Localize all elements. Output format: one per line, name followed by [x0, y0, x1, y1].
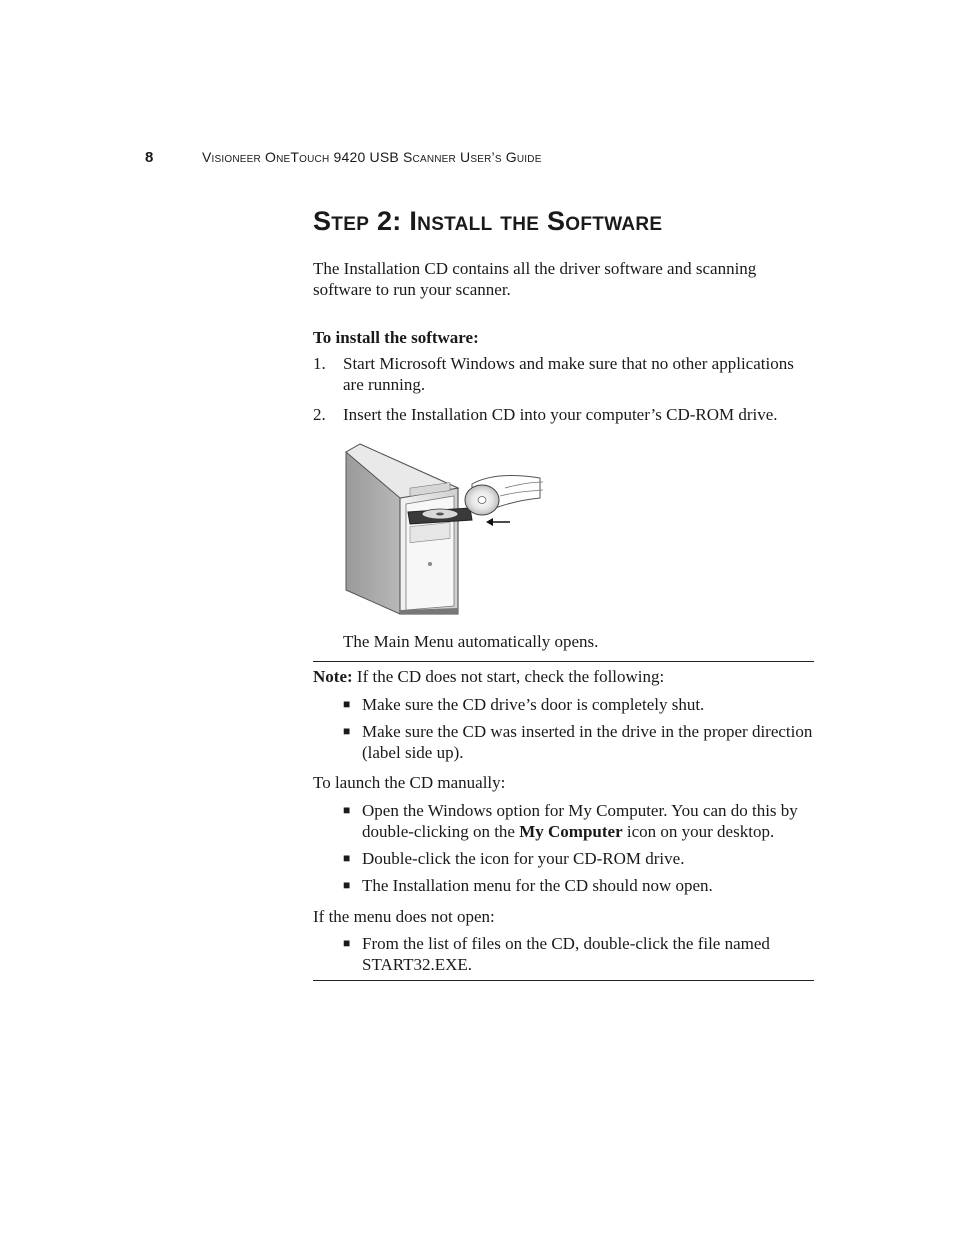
note-text: If the CD does not start, check the following:: [356, 667, 665, 686]
bullet-text-pre: Open the Windows option for My Computer. You can do this by double-clicking on the: [362, 801, 798, 841]
procedure-title: To install the software:: [313, 328, 479, 347]
bullet-text: [362, 800, 814, 842]
step-text: Start Microsoft Windows and make sure that no other applications are running.: [343, 354, 794, 394]
bullet-text: The Installation menu for the CD should now open.: [362, 876, 713, 895]
bullet-text: Make sure the CD was inserted in the drive in the proper direction (label side up).: [362, 722, 813, 762]
procedure-step: [313, 404, 814, 425]
procedure-step: [313, 353, 814, 395]
bullet-icon: ■: [343, 724, 351, 738]
note-intro: [313, 666, 664, 687]
fallback-label: If the menu does not open:: [313, 907, 495, 926]
bullet-icon: ■: [343, 936, 351, 950]
note-label: Note:: [313, 667, 353, 686]
note-top-rule: [313, 661, 814, 662]
section-title: Step 2: Install the Software: [313, 206, 663, 236]
tower-case: [346, 444, 458, 614]
page-number: 8: [145, 149, 154, 166]
bullet-item: [343, 875, 814, 896]
insert-arrow-icon: [486, 518, 510, 526]
page-header: [145, 149, 542, 169]
bullet-text: From the list of files on the CD, double-click the file named START32.EXE.: [362, 934, 770, 974]
my-computer-term: My Computer: [519, 822, 623, 841]
note-bottom-rule: [313, 980, 814, 981]
bullet-text-post: icon on your desktop.: [622, 822, 775, 841]
bullet-text: Double-click the icon for your CD-ROM drive.: [362, 849, 685, 868]
bullet-item: [343, 721, 814, 763]
procedure-result: The Main Menu automatically opens.: [343, 632, 599, 651]
running-title: Visioneer OneTouch 9420 USB Scanner User’s Guide: [202, 149, 542, 165]
bullet-text: Make sure the CD drive’s door is completely shut.: [362, 695, 705, 714]
step-number: 2.: [313, 405, 326, 424]
bullet-icon: ■: [343, 803, 351, 817]
hand-with-cd: [465, 476, 543, 515]
bullet-icon: ■: [343, 697, 351, 711]
step-text: Insert the Installation CD into your computer’s CD-ROM drive.: [343, 405, 778, 424]
bullet-item: [343, 933, 814, 975]
bullet-item: [343, 694, 814, 715]
manual-launch-label: To launch the CD manually:: [313, 773, 506, 792]
bullet-item: [343, 848, 814, 869]
bullet-item: [343, 800, 814, 842]
computer-cd-insert-illustration: [340, 438, 550, 618]
intro-paragraph: The Installation CD contains all the driver software and scanning software to run your scanner.: [313, 259, 757, 299]
step-number: 1.: [313, 354, 326, 373]
bullet-icon: ■: [343, 851, 351, 865]
bullet-icon: ■: [343, 878, 351, 892]
